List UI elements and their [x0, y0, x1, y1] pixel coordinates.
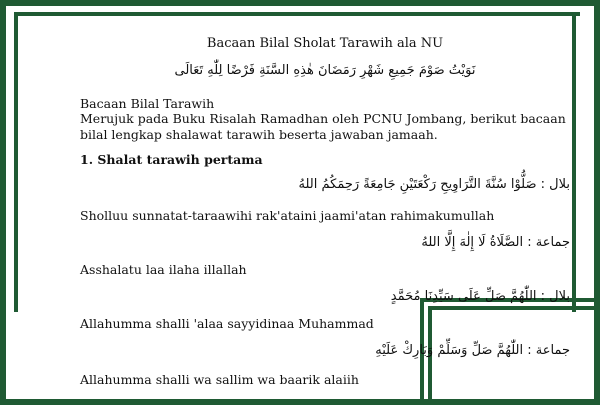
page-title: Bacaan Bilal Sholat Tarawih ala NU: [206, 36, 444, 51]
latin-line-2: Asshalatu laa ilaha illallah: [80, 262, 247, 277]
arabic-line-3: بلال : اللّٰهُمَّ صَلِّ عَلَى سَيِّدِنَا مُحَمَّدٍ: [390, 289, 570, 304]
inner-frame-right: [572, 12, 576, 312]
arabic-line-2: جماعة : الصَّلَاةُ لَا إِلٰهَ إِلَّا اللهُ: [421, 235, 570, 250]
document-page: [80, 36, 570, 173]
latin-line-1: Sholluu sunnatat-taraawihi rak'ataini jaami'atan rahimakumullah: [80, 208, 495, 223]
arabic-line-1: بلال : صَلُّوْا سُنَّةَ التَّرَاوِيحِ رَكْعَتَيْنِ جَامِعَةً رَحِمَكُمُ اللهُ: [298, 177, 570, 192]
latin-line-4: Allahumma shalli wa sallim wa baarik alaiih: [80, 372, 359, 387]
arabic-line-4: جماعة : اللّٰهُمَّ صَلِّ وَسَلِّمْ وَبَارِكْ عَلَيْهِ: [375, 343, 570, 358]
niat-arabic: نَوَيْتُ صَوْمَ جَمِيعِ شَهْرِ رَمَضَانَ هٰذِهِ السَّنَةِ فَرْضًا لِلّٰهِ تَعَالَى: [174, 63, 476, 78]
section-heading: 1. Shalat tarawih pertama: [80, 152, 263, 168]
latin-line-3: Allahumma shalli 'alaa sayyidinaa Muhammad: [80, 316, 374, 331]
intro-heading: Bacaan Bilal Tarawih: [80, 96, 215, 111]
intro-text: Merujuk pada Buku Risalah Ramadhan oleh PCNU Jombang, berikut bacaan bilal lengkap shalawat tarawih beserta jawaban jamaah.: [80, 111, 566, 142]
